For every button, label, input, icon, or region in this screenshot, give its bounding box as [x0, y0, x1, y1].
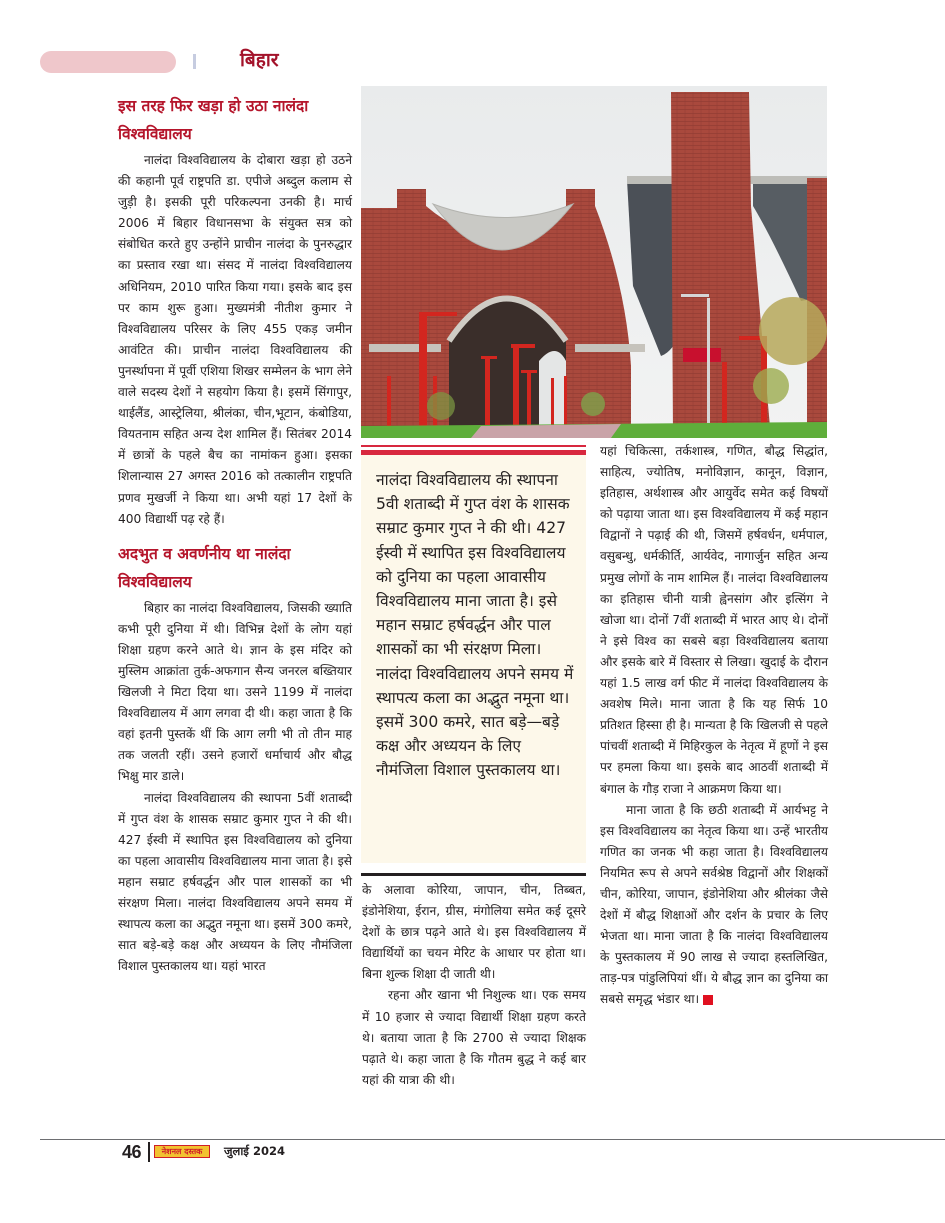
campus-sign: [683, 348, 721, 362]
article-column-3: [600, 441, 828, 1011]
article-paragraph: रहना और खाना भी निशुल्क था। एक समय में 10 हजार से ज्यादा विद्यार्थी शिक्षा ग्रहण करते थे। बताया जाता है कि 2700 से ज्यादा शिक्षक पढ़ाते थे। कहा जाता है कि गौतम बुद्ध ने कई बार यहां की यात्रा की थी।: [362, 988, 586, 1087]
article-column-2: [362, 880, 586, 1091]
page-number: 46: [122, 1142, 142, 1162]
article-paragraph: के अलावा कोरिया, जापान, चीन, तिब्बत, इंडोनेशिया, ईरान, ग्रीस, मंगोलिया समेत कई दूसरे देशों के छात्र पढ़ने आते थे। इस विश्वविद्यालय में विद्यार्थियों का चयन मेरिट के आधार पर होता था। बिना शुल्क शिक्षा दी जाती थी।: [362, 883, 586, 982]
article-paragraph: [600, 800, 828, 1011]
pull-quote-box: [361, 455, 586, 863]
article-subheadline: अदभुत व अवर्णनीय था नालंदा विश्वविद्यालय: [118, 544, 291, 591]
article-headline: इस तरह फिर खड़ा हो उठा नालंदा विश्वविद्यालय: [118, 97, 309, 143]
article-paragraph: नालंदा विश्वविद्यालय के दोबारा खड़ा हो उठने की कहानी पूर्व राष्ट्रपति डा. एपीजे अब्दुल कलाम से जुड़ी है। इसकी पूरी परिकल्पना उनकी है। मार्च 2006 में बिहार विधानसभा के संयुक्त सत्र को संबोधित करते हुए उन्होंने प्राचीन नालंदा के पुनरुद्धार का प्रस्ताव रखा था। संसद में नालंदा विश्वविद्यालय अधिनियम, 2010 पारित किया गया। इसके बाद इस पर काम शुरू हुआ। मुख्यमंत्री नीतीश कुमार ने विश्वविद्यालय परिसर के लिए 455 एकड़ जमीन आवंटित की। प्राचीन नालंदा विश्वविद्यालय की पुनर्स्थापना में पूर्वी एशिया शिखर सम्मेलन के भाग लेने वाले सदस्य देशों ने सहयोग किया है। इसमें सिंगापुर, थाईलैंड, आस्ट्रेलिया, श्रीलंका, चीन,भूटान, कंबोडिया, वियतनाम सहित अन्य देश शामिल हैं। सितंबर 2014 में छात्रों के पहले बैच का नामांकन हुआ। इसका शिलान्यास 27 अगस्त 2016 को तत्कालीन राष्ट्रपति प्रणव मुखर्जी ने किया था। अभी यहां 17 देशों के 400 विद्यार्थी पढ़ रहे हैं।: [118, 153, 352, 526]
footer-rule: [40, 1139, 945, 1140]
header-decoration-pill: [40, 51, 176, 73]
campus-photo: [361, 86, 827, 438]
end-of-article-mark: [703, 995, 713, 1005]
article-paragraph-text: माना जाता है कि छठी शताब्दी में आर्यभट्ट ने इस विश्वविद्यालय का नेतृत्व किया था। उन्हें भारतीय गणित का जनक भी कहा जाता है। विश्वविद्यालय नियमित रूप से अपने सर्वश्रेष्ठ विद्वानों और शिक्षकों चीन, कोरिया, जापान, इंडोनेशिया और श्रीलंका जैसे देशों में बौद्ध शिक्षाओं और दर्शन के प्रचार के लिए भेजता था। माना जाता है कि नालंदा विश्वविद्यालय के पुस्तकालय में 90 लाख से ज्यादा हस्तलिखित, ताड़-पत्र पांडुलिपियां थीं। ये बौद्ध ज्ञान का दुनिया का सबसे समृद्ध भंडार था।: [600, 802, 828, 1007]
issue-date: जुलाई 2024: [224, 1144, 285, 1158]
article-paragraph: नालंदा विश्वविद्यालय की स्थापना 5वीं शताब्दी में गुप्त वंश के शासक सम्राट कुमार गुप्त ने की थी। 427 ईस्वी में स्थापित इस विश्वविद्यालय को दुनिया का पहला आवासीय विश्वविद्यालय माना जाता है। इसे महान सम्राट हर्षवर्द्धन और पाल शासकों का भी संरक्षण मिला। नालंदा विश्वविद्यालय अपने समय में स्थापत्य कला का अद्भुत नमूना था। इसमें 300 कमरे, सात बड़े-बड़े कक्ष और अध्ययन के लिए नौमंजिला विशाल पुस्तकालय था। यहां भारत: [118, 790, 352, 974]
magazine-logo: [154, 1145, 210, 1158]
article-paragraph: यहां चिकित्सा, तर्कशास्त्र, गणित, बौद्ध सिद्धांत, साहित्य, ज्योतिष, मनोविज्ञान, कानून, विज्ञान, इतिहास, अर्थशास्त्र और आयुर्वेद समेत कई विषयों को पढ़ाया जाता था। इस विश्वविद्यालय में कई महान विद्वानों ने पढ़ाई की थी, जिसमें हर्षवर्धन, धर्मपाल, वसुबन्धु, धर्मकीर्ति, आर्यवेद, नागार्जुन सहित अन्य प्रमुख लोगों के नाम शामिल हैं। नालंदा विश्वविद्यालय का इतिहास चीनी यात्री ह्वेनसांग और इत्सिंग ने खोजा था। दोनों 7वीं शताब्दी में भारत आए थे। दोनों ने इसे विश्व का सबसे बड़ा विश्वविद्यालय बताया और इसके बारे में विस्तार से लिखा। खुदाई के दौरान यहां 1.5 लाख वर्ग फीट में नालंदा विश्वविद्यालय के अवशेष मिले। माना जाता है कि यह सिर्फ 10 प्रतिशत हिस्सा ही है। मान्यता है कि खिलजी से पहले पांचवीं शताब्दी में मिहिरकुल के नेतृत्व में हूणों ने इस पर हमला किया था। इसके बाद आठवीं शताब्दी में बंगाल के गौड़ राजा ने आक्रमण किया था।: [600, 444, 828, 796]
pull-quote-rule-top-thin: [361, 445, 586, 447]
street-light: [707, 298, 710, 438]
section-title: बिहार: [240, 49, 279, 71]
pull-quote-text: नालंदा विश्वविद्यालय की स्थापना 5वी शताब्दी में गुप्त वंश के शासक सम्राट कुमार गुप्त ने की थी। 427 ईस्वी में स्थापित इस विश्वविद्यालय को दुनिया का पहला आवासीय विश्वविद्यालय माना जाता है। इसे महान सम्राट हर्षवर्द्धन और पाल शासकों का भी संरक्षण मिला। नालंदा विश्वविद्यालय अपने समय में स्थापत्य कला का अद्भुत नमूना था। इसमें 300 कमरे, सात बड़े—बड़े कक्ष और अध्ययन के लिए नौमंजिला विशाल पुस्तकालय था।: [376, 471, 574, 780]
article-paragraph: बिहार का नालंदा विश्वविद्यालय, जिसकी ख्याति कभी पूरी दुनिया में थी। विभिन्न देशों के लोग यहां शिक्षा ग्रहण करने आते थे। ज्ञान के इस मंदिर को मुस्लिम आक्रांता तुर्क-अफगान सैन्य जनरल बख्तियार खिलजी ने मिटा दिया था। उसने 1199 में नालंदा विश्वविद्यालय में आग लगवा दी थी। कहा जाता है कि वहां इतनी पुस्तकें थीं कि आग लगी भी तो तीन माह तक जलती रहीं। उसने हजारों धर्माचार्य और बौद्ध भिक्षु मार डाले।: [118, 600, 352, 784]
magazine-logo-text: नेशनल दस्तक: [161, 1147, 203, 1156]
campus-photo-illustration: [361, 86, 827, 438]
article-column-1: [118, 92, 352, 977]
pull-quote-rule-bottom: [361, 873, 586, 876]
header-divider: [193, 54, 196, 69]
footer-divider: [148, 1142, 150, 1162]
